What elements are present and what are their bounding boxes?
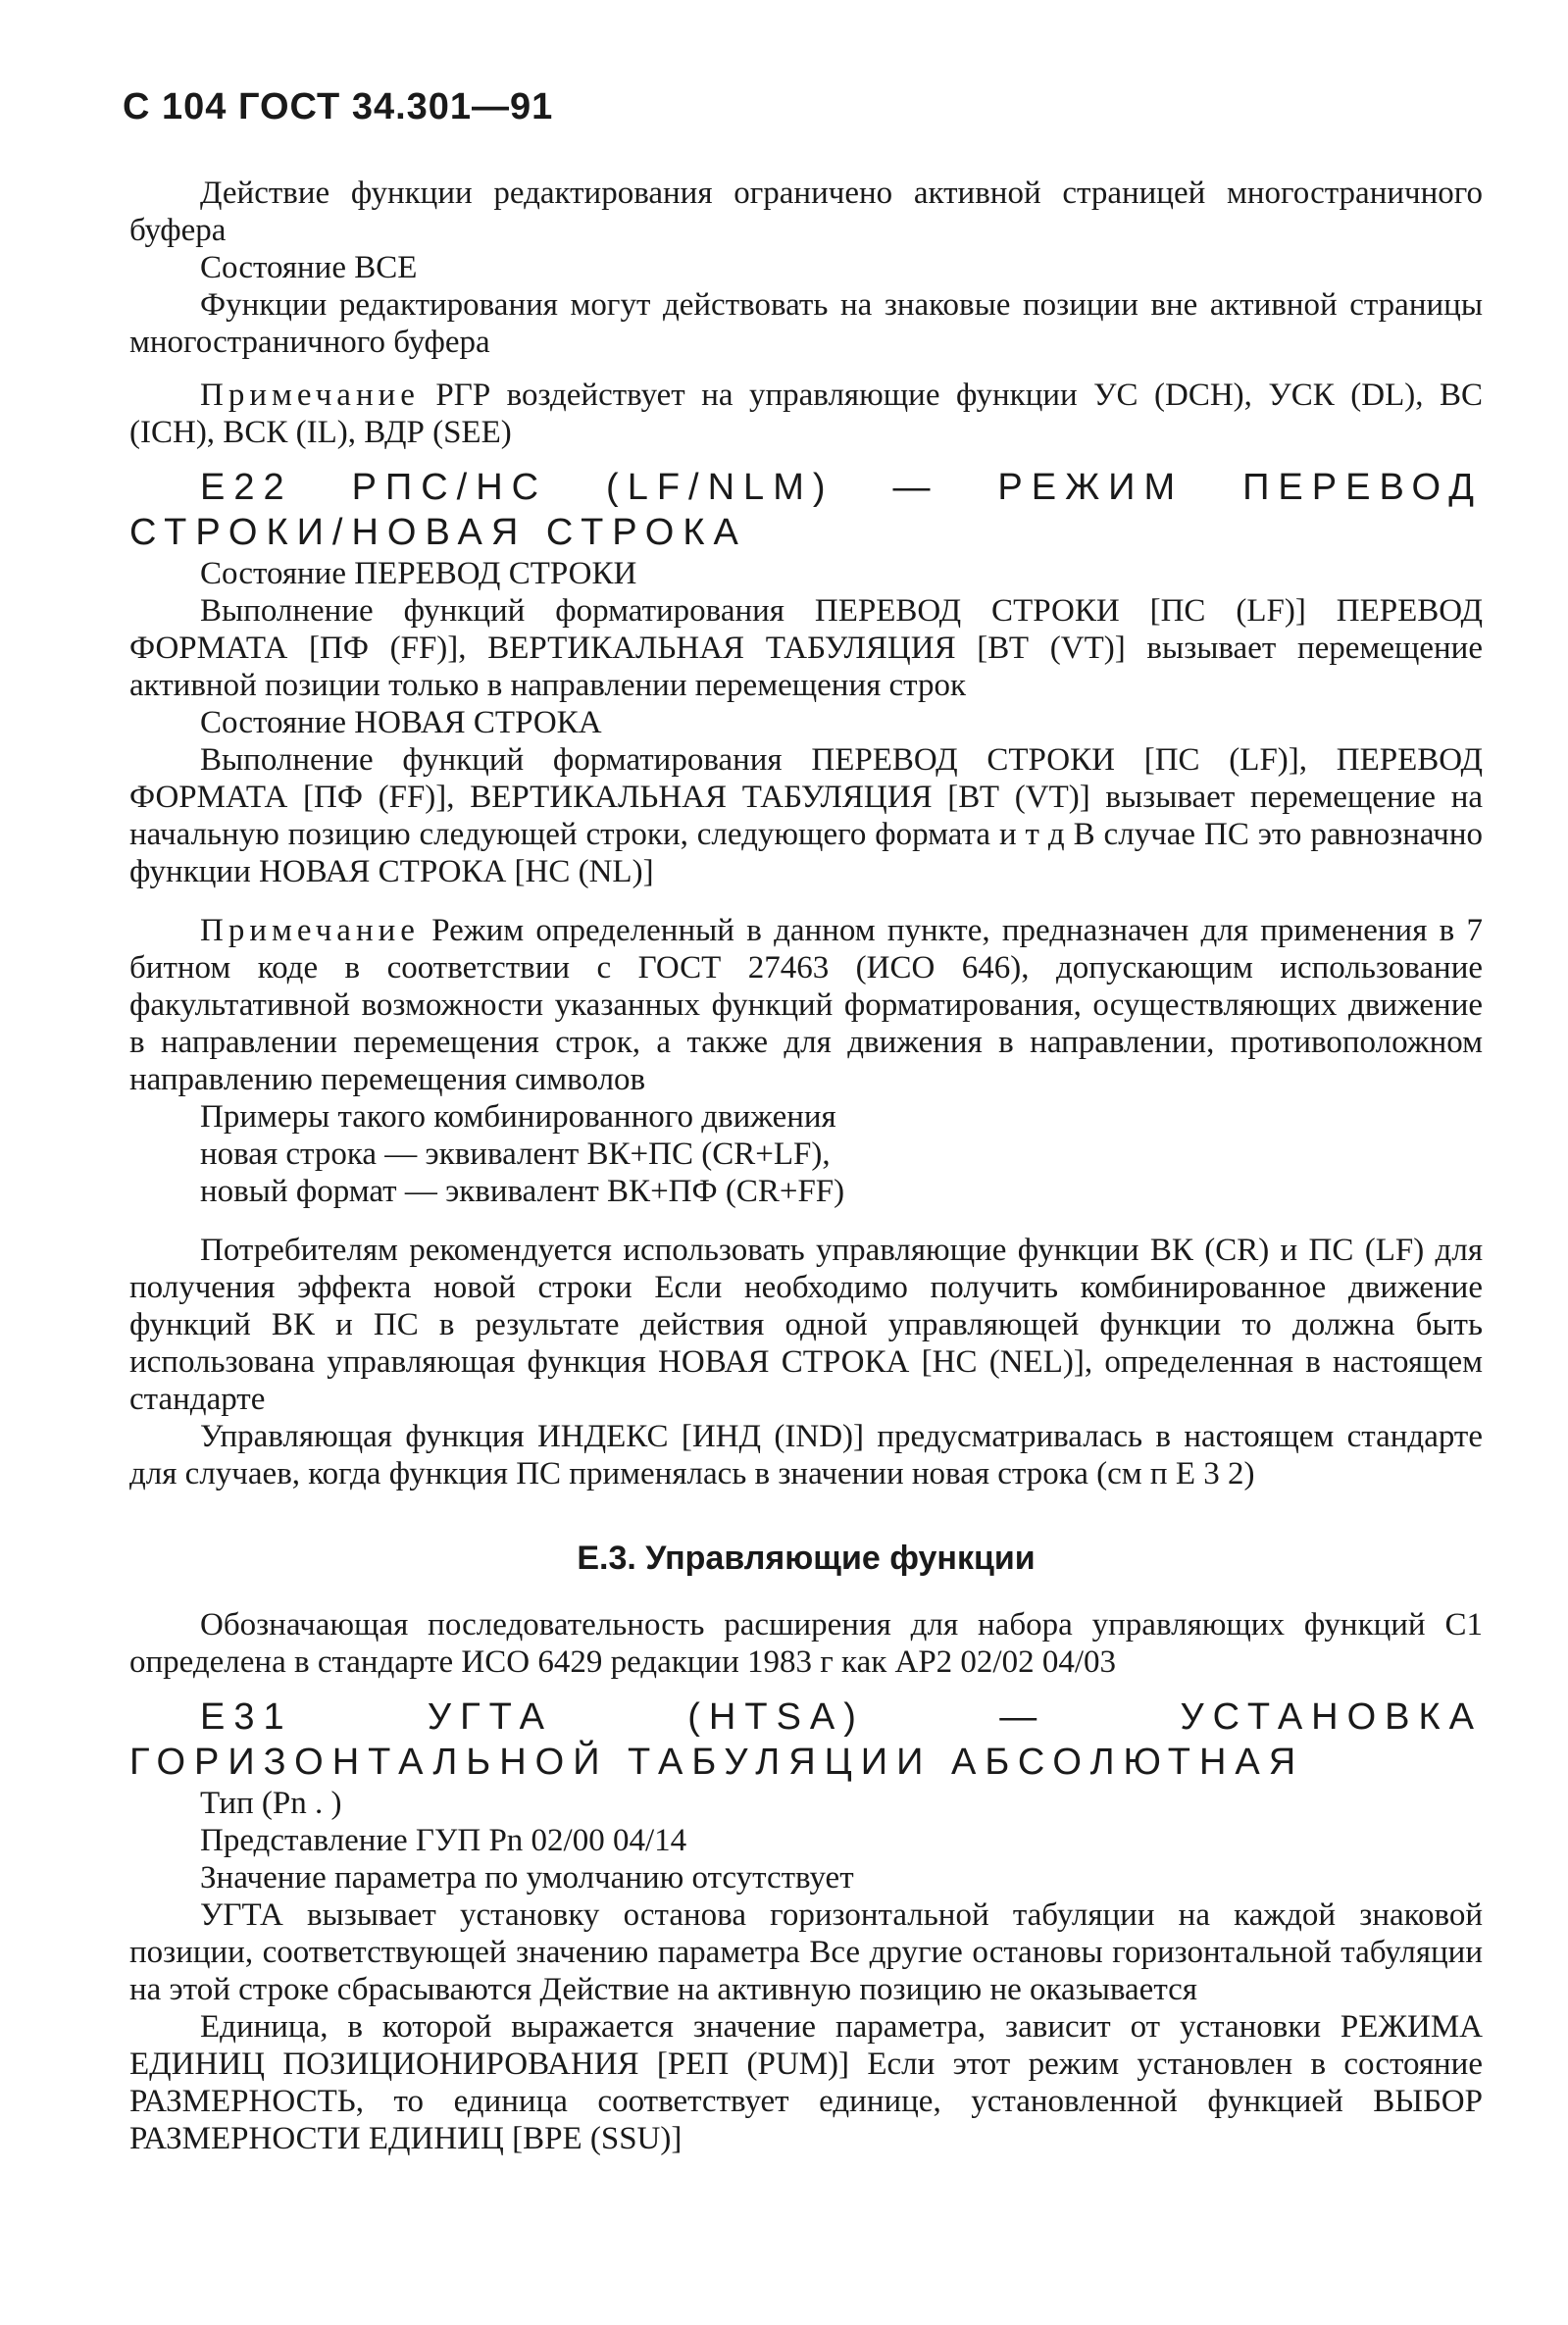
- running-head: С 104 ГОСТ 34.301—91: [123, 86, 554, 127]
- paragraph: Функции редактирования могут действовать на знаковые позиции вне активной страницы многостраничного буфера: [129, 287, 1483, 360]
- entry-title-e22: Е22 РПС/НС (LF/NLM) — РЕЖИМ ПЕРЕВОД СТРОКИ/НОВАЯ СТРОКА: [129, 467, 1483, 553]
- note-text: РГР воздействует на управляющие функции УС (DCH), УСК (DL), ВС (ICH), ВСК (IL), ВДР (SEE): [129, 378, 1483, 450]
- representation-line: Представление ГУП Pn 02/00 04/14: [200, 1823, 687, 1858]
- body-text: [129, 175, 1483, 2157]
- paragraph: Выполнение функций форматирования ПЕРЕВОД СТРОКИ [ПС (LF)] ПЕРЕВОД ФОРМАТА [ПФ (FF)], ВЕРТИКАЛЬНАЯ ТАБУЛЯЦИЯ [ВТ (VT)] вызывает перемещение активной позиции только в направлении перемещения строк: [129, 593, 1483, 703]
- note-label: Примечание: [200, 378, 420, 413]
- section-heading-e3: Е.3. Управляющие функции: [577, 1540, 1036, 1577]
- paragraph: Выполнение функций форматирования ПЕРЕВОД СТРОКИ [ПС (LF)], ПЕРЕВОД ФОРМАТА [ПФ (FF)], ВЕРТИКАЛЬНАЯ ТАБУЛЯЦИЯ [ВТ (VT)] вызывает перемещение на начальную позицию следующей строки, следующего формата и т д В случае ПС это равнозначно функции НОВАЯ СТРОКА [НС (NL)]: [129, 742, 1483, 889]
- type-line: Тип (Pn . ): [200, 1786, 342, 1821]
- paragraph: Примеры такого комбинированного движения: [200, 1099, 836, 1135]
- example-line: новый формат — эквивалент ВК+ПФ (CR+FF): [200, 1174, 845, 1209]
- paragraph: Потребителям рекомендуется использовать управляющие функции ВК (CR) и ПС (LF) для получения эффекта новой строки Если необходимо получить комбинированное движение функций ВК и ПС в результате действия одной управляющей функции то должна быть использована управляющая функция НОВАЯ СТРОКА [НС (NEL)], определенная в настоящем стандарте: [129, 1233, 1483, 1417]
- note: [129, 377, 1483, 451]
- paragraph: Действие функции редактирования ограничено активной страницей многостраничного буфера: [129, 176, 1483, 248]
- entry-title-e31: Е31 УГТА (HTSA) — УСТАНОВКА ГОРИЗОНТАЛЬНОЙ ТАБУЛЯЦИИ АБСОЛЮТНАЯ: [129, 1696, 1483, 1783]
- note: [129, 912, 1483, 1098]
- paragraph: Состояние ВСЕ: [200, 250, 418, 285]
- paragraph: Состояние ПЕРЕВОД СТРОКИ: [200, 556, 637, 591]
- paragraph: Состояние НОВАЯ СТРОКА: [200, 705, 602, 740]
- paragraph: Управляющая функция ИНДЕКС [ИНД (IND)] предусматривалась в настоящем стандарте для случаев, когда функция ПС применялась в значении новая строка (см п Е 3 2): [129, 1419, 1483, 1491]
- paragraph: Единица, в которой выражается значение параметра, зависит от установки РЕЖИМА ЕДИНИЦ ПОЗИЦИОНИРОВАНИЯ [РЕП (PUM)] Если этот режим установлен в состояние РАЗМЕРНОСТЬ, то единица соответствует единице, установленной функцией ВЫБОР РАЗМЕРНОСТИ ЕДИНИЦ [ВРЕ (SSU)]: [129, 2009, 1483, 2156]
- note-text: Режим определенный в данном пункте, предназначен для применения в 7 битном коде в соответствии с ГОСТ 27463 (ИСО 646), допускающим использование факультативной возможности указанных функций форматирования, осуществляющих движение в направлении перемещения строк, а также для движения в направлении, противоположном направлению перемещения символов: [129, 913, 1484, 1097]
- note-label: Примечание: [200, 913, 420, 948]
- paragraph: Обозначающая последовательность расширения для набора управляющих функций С1 определена в стандарте ИСО 6429 редакции 1983 г как АР2 02/02 04/03: [129, 1607, 1483, 1680]
- paragraph: УГТА вызывает установку останова горизонтальной табуляции на каждой знаковой позиции, соответствующей значению параметра Все другие остановы горизонтальной табуляции на этой строке сбрасываются Действие на активную позицию не оказывается: [129, 1897, 1483, 2007]
- default-line: Значение параметра по умолчанию отсутствует: [200, 1860, 854, 1895]
- example-line: новая строка — эквивалент ВК+ПС (CR+LF),: [200, 1137, 831, 1172]
